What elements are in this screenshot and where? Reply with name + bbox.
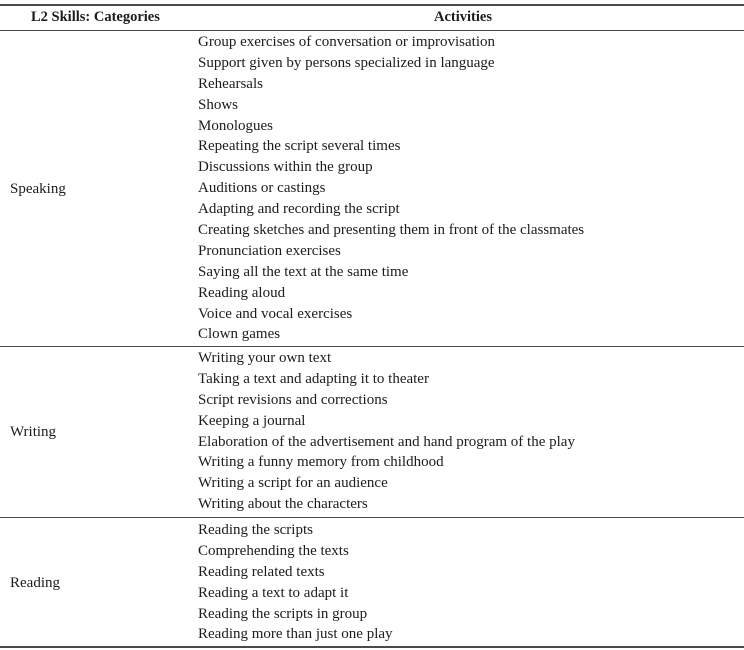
list-item: Rehearsals	[198, 75, 263, 92]
list-item: Reading more than just one play	[198, 626, 393, 643]
header-categories: L2 Skills: Categories	[31, 9, 160, 25]
list-item: Reading aloud	[198, 284, 286, 301]
list-item: Script revisions and corrections	[198, 391, 388, 408]
list-item: Writing your own text	[198, 350, 332, 366]
list-item: Repeating the script several times	[198, 138, 401, 155]
list-item: Writing a script for an audience	[198, 475, 388, 492]
list-item: Support given by persons specialized in language	[198, 54, 495, 71]
row-divider	[0, 346, 744, 347]
list-item: Shows	[198, 96, 239, 113]
activity-list-speaking	[198, 32, 584, 345]
category-speaking: Speaking	[10, 181, 66, 197]
activity-list-writing	[198, 348, 575, 515]
list-item: Voice and vocal exercises	[198, 305, 353, 322]
list-item: Keeping a journal	[198, 412, 306, 429]
list-item: Group exercises of conversation or improvisation	[198, 34, 496, 50]
list-item: Monologues	[198, 117, 273, 134]
table-bottom-rule	[0, 646, 744, 648]
list-item: Reading related texts	[198, 563, 325, 580]
table-top-rule	[0, 4, 744, 6]
header-bottom-rule	[0, 30, 744, 31]
list-item: Reading a text to adapt it	[198, 584, 349, 601]
list-item: Writing a funny memory from childhood	[198, 454, 444, 471]
activity-list-reading	[198, 520, 393, 645]
category-reading: Reading	[10, 575, 60, 591]
list-item: Adapting and recording the script	[198, 201, 400, 218]
category-writing: Writing	[10, 424, 57, 440]
list-item: Comprehending the texts	[198, 542, 349, 559]
list-item: Auditions or castings	[198, 180, 326, 197]
list-item: Discussions within the group	[198, 159, 373, 176]
list-item: Elaboration of the advertisement and hand program of the play	[198, 433, 575, 450]
list-item: Taking a text and adapting it to theater	[198, 370, 429, 387]
list-item: Writing about the characters	[198, 496, 368, 513]
list-item: Saying all the text at the same time	[198, 263, 409, 280]
list-item: Pronunciation exercises	[198, 242, 341, 259]
header-activities: Activities	[434, 9, 492, 25]
list-item: Creating sketches and presenting them in front of the classmates	[198, 222, 585, 239]
list-item: Clown games	[198, 326, 281, 343]
list-item: Reading the scripts	[198, 522, 313, 538]
list-item: Reading the scripts in group	[198, 605, 368, 622]
row-divider	[0, 517, 744, 518]
